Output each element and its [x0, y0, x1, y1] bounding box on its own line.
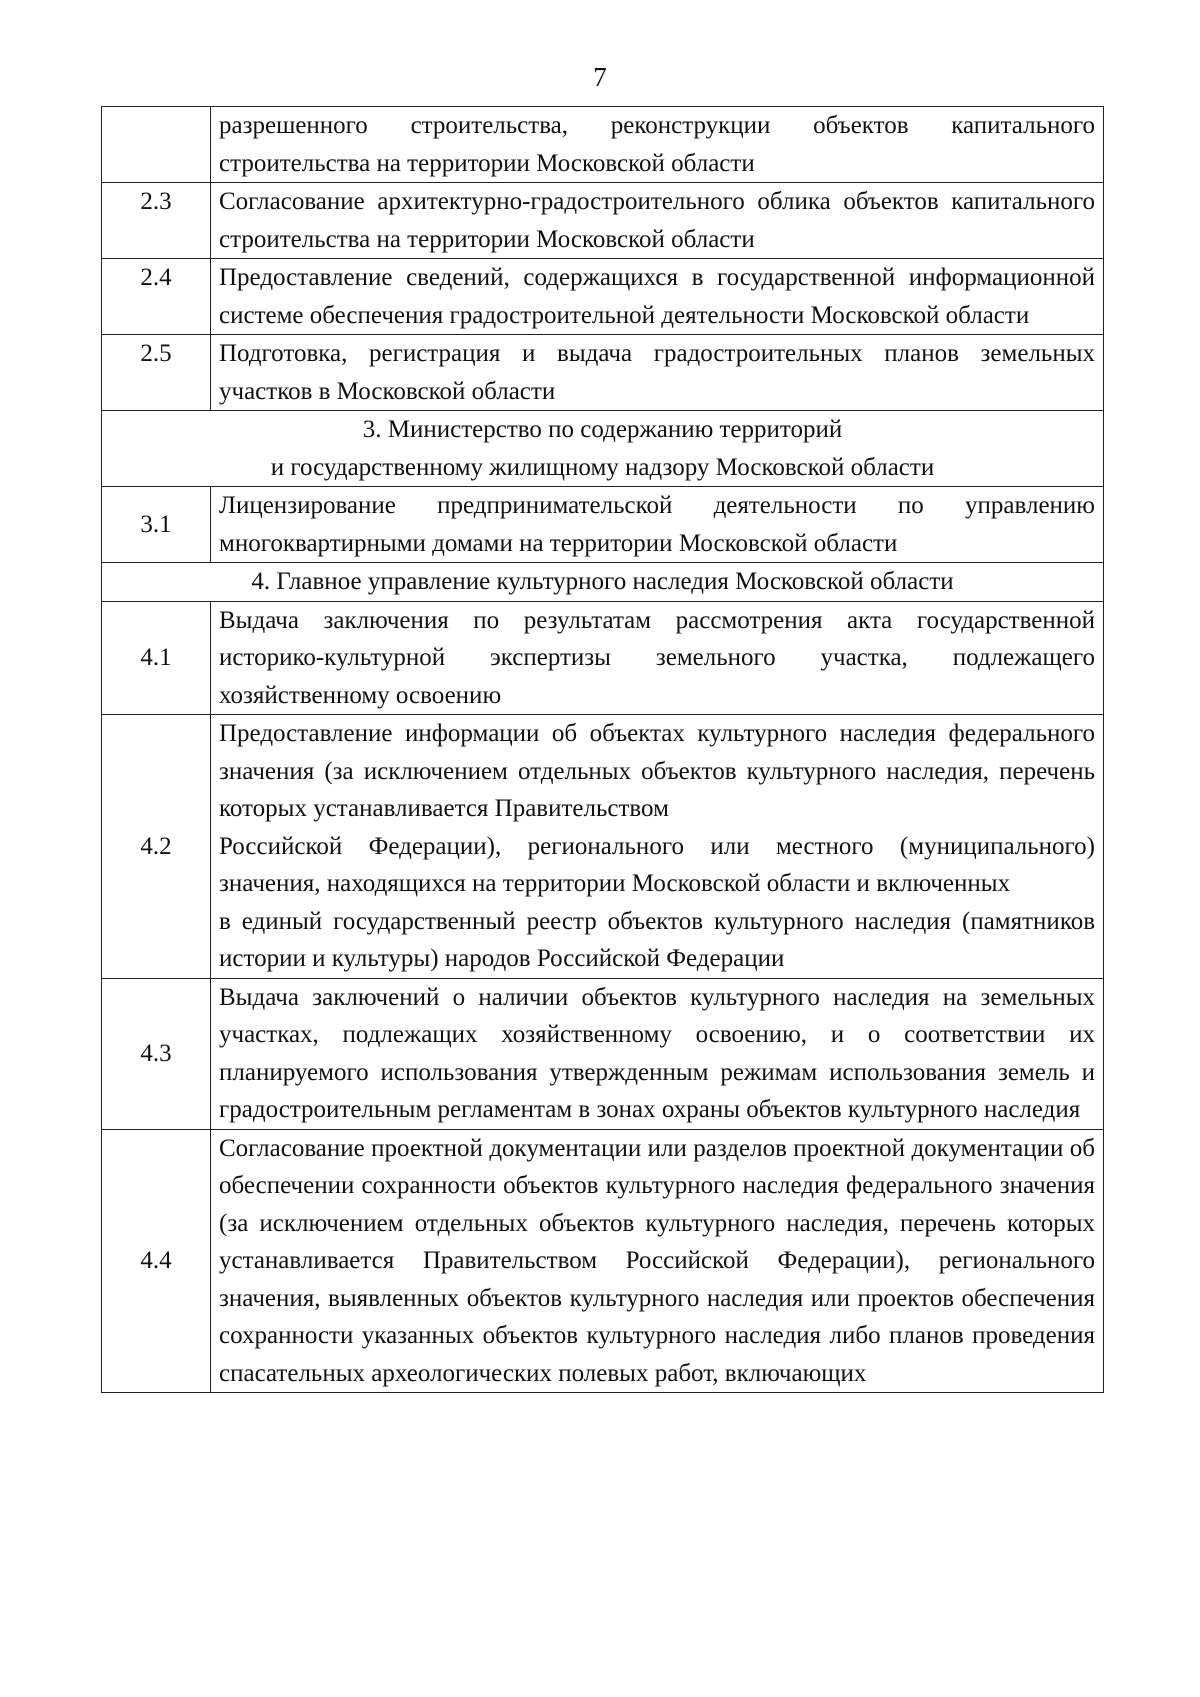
- table-row: [102, 978, 1104, 1129]
- item-description-line: Предоставление сведений, содержащихся в государственной информационной системе обеспечения градостроительной деятельности Московской области: [219, 264, 1095, 329]
- table-row: [102, 715, 1104, 979]
- item-description: [211, 487, 1104, 563]
- section-title-line: 4. Главное управление культурного наследия Московской области: [251, 568, 954, 595]
- table-row: [102, 183, 1104, 259]
- item-description: [211, 1129, 1104, 1393]
- table-row: [102, 259, 1104, 335]
- item-description: [211, 335, 1104, 411]
- item-number: [102, 107, 211, 183]
- table-row: [102, 487, 1104, 563]
- item-description-line: в единый государственный реестр объектов культурного наследия (памятников истории и культуры) народов Российской Федерации: [219, 907, 1095, 972]
- table-row: [102, 1129, 1104, 1393]
- services-table-body: [102, 107, 1104, 1393]
- item-number: 2.4: [102, 259, 211, 335]
- section-header-row: [102, 411, 1104, 487]
- item-number: 2.3: [102, 183, 211, 259]
- item-description-line: Предоставление информации об объектах культурного наследия федерального значения (за исключением отдельных объектов культурного наследия, перечень которых устанавливается Правительством: [219, 720, 1095, 822]
- section-title: [102, 411, 1104, 487]
- page-number: 7: [593, 62, 607, 92]
- table-row: [102, 601, 1104, 715]
- item-description: [211, 715, 1104, 979]
- section-header-row: [102, 563, 1104, 602]
- item-description: [211, 183, 1104, 259]
- item-description-line: Подготовка, регистрация и выдача градостроительных планов земельных участков в Московской области: [219, 340, 1095, 405]
- item-description: [211, 107, 1104, 183]
- item-number: 2.5: [102, 335, 211, 411]
- item-description-line: Согласование проектной документации или разделов проектной документации об обеспечении сохранности объектов культурного наследия федерального значения (за исключением отдельных объектов культурного наследия, перечень которых устанавливается Правительством Российской Федерации), регионального значения, выявленных объектов культурного наследия или проектов обеспечения сохранности указанных объектов культурного наследия либо планов проведения спасательных археологических полевых работ, включающих: [219, 1134, 1095, 1387]
- item-description-line: Российской Федерации), регионального или местного (муниципального) значения, находящихся на территории Московской области и включенных: [219, 832, 1095, 897]
- item-number: 4.2: [102, 715, 211, 979]
- item-description-line: Лицензирование предпринимательской деятельности по управлению многоквартирными домами на территории Московской области: [219, 492, 1095, 557]
- table-row: [102, 335, 1104, 411]
- item-number: 3.1: [102, 487, 211, 563]
- item-number: 4.4: [102, 1129, 211, 1393]
- item-description: [211, 601, 1104, 715]
- item-description: [211, 978, 1104, 1129]
- item-number: 4.3: [102, 978, 211, 1129]
- item-description-line: Выдача заключения по результатам рассмотрения акта государственной историко-культурной экспертизы земельного участка, подлежащего хозяйственному освоению: [219, 606, 1095, 709]
- section-title-line: и государственному жилищному надзору Московской области: [270, 453, 935, 481]
- section-title-line: 3. Министерство по содержанию территорий: [362, 416, 843, 443]
- item-description-line: разрешенного строительства, реконструкции объектов капитального строительства на территории Московской области: [219, 112, 1095, 177]
- item-number: 4.1: [102, 601, 211, 715]
- section-title: [102, 563, 1104, 602]
- item-description: [211, 259, 1104, 335]
- table-row: [102, 107, 1104, 183]
- item-description-line: Выдача заключений о наличии объектов культурного наследия на земельных участках, подлежащих хозяйственному освоению, и о соответствии их планируемого использования утвержденным режимам использования земель и градостроительным регламентам в зонах охраны объектов культурного наследия: [219, 983, 1095, 1123]
- services-table: [101, 106, 1104, 1393]
- item-description-line: Согласование архитектурно-градостроительного облика объектов капитального строительства на территории Московской области: [219, 188, 1095, 253]
